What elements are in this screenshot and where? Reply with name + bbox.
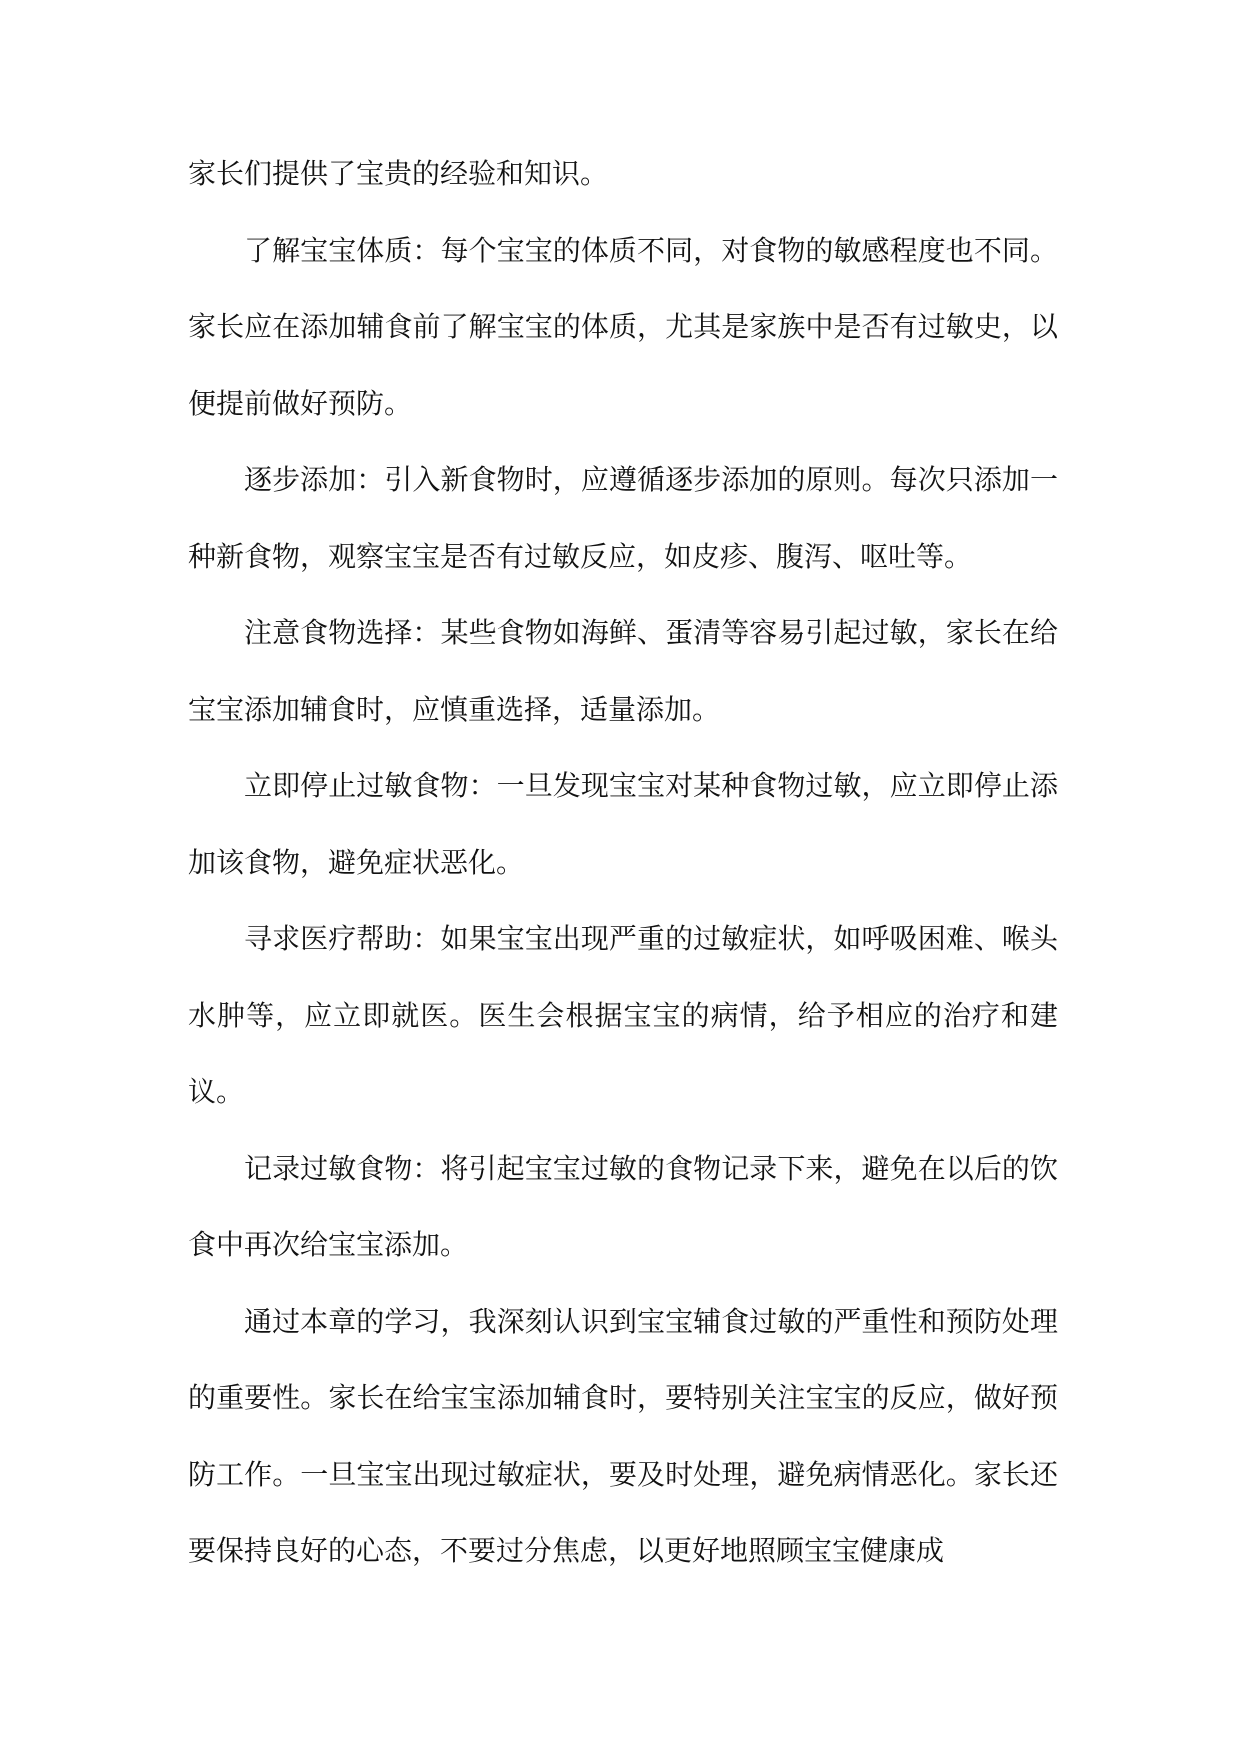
- paragraph-continuation: 家长们提供了宝贵的经验和知识。: [188, 157, 609, 190]
- paragraph-food-selection: 注意食物选择：某些食物如海鲜、蛋清等容易引起过敏，家长在给宝宝添加辅食时，应慎重选择，适量添加。: [188, 616, 1058, 726]
- paragraph-understand-constitution: 了解宝宝体质：每个宝宝的体质不同，对食物的敏感程度也不同。家长应在添加辅食前了解宝宝的体质，尤其是家族中是否有过敏史，以便提前做好预防。: [188, 233, 1058, 420]
- paragraph-stop-allergen: 立即停止过敏食物：一旦发现宝宝对某种食物过敏，应立即停止添加该食物，避免症状恶化。: [188, 769, 1058, 879]
- paragraph-chapter-summary: 通过本章的学习，我深刻认识到宝宝辅食过敏的严重性和预防处理的重要性。家长在给宝宝添加辅食时，要特别关注宝宝的反应，做好预防工作。一旦宝宝出现过敏症状，要及时处理，避免病情恶化。家长还要保持良好的心态，不要过分焦虑，以更好地照顾宝宝健康成: [188, 1304, 1058, 1567]
- paragraph-gradual-addition: 逐步添加：引入新食物时，应遵循逐步添加的原则。每次只添加一种新食物，观察宝宝是否有过敏反应，如皮疹、腹泻、呕吐等。: [188, 463, 1058, 573]
- paragraph-seek-medical-help: 寻求医疗帮助：如果宝宝出现严重的过敏症状，如呼吸困难、喉头水肿等，应立即就医。医生会根据宝宝的病情，给予相应的治疗和建议。: [188, 922, 1058, 1108]
- paragraph-record-allergens: 记录过敏食物：将引起宝宝过敏的食物记录下来，避免在以后的饮食中再次给宝宝添加。: [188, 1151, 1058, 1261]
- body-text: [188, 136, 1058, 1590]
